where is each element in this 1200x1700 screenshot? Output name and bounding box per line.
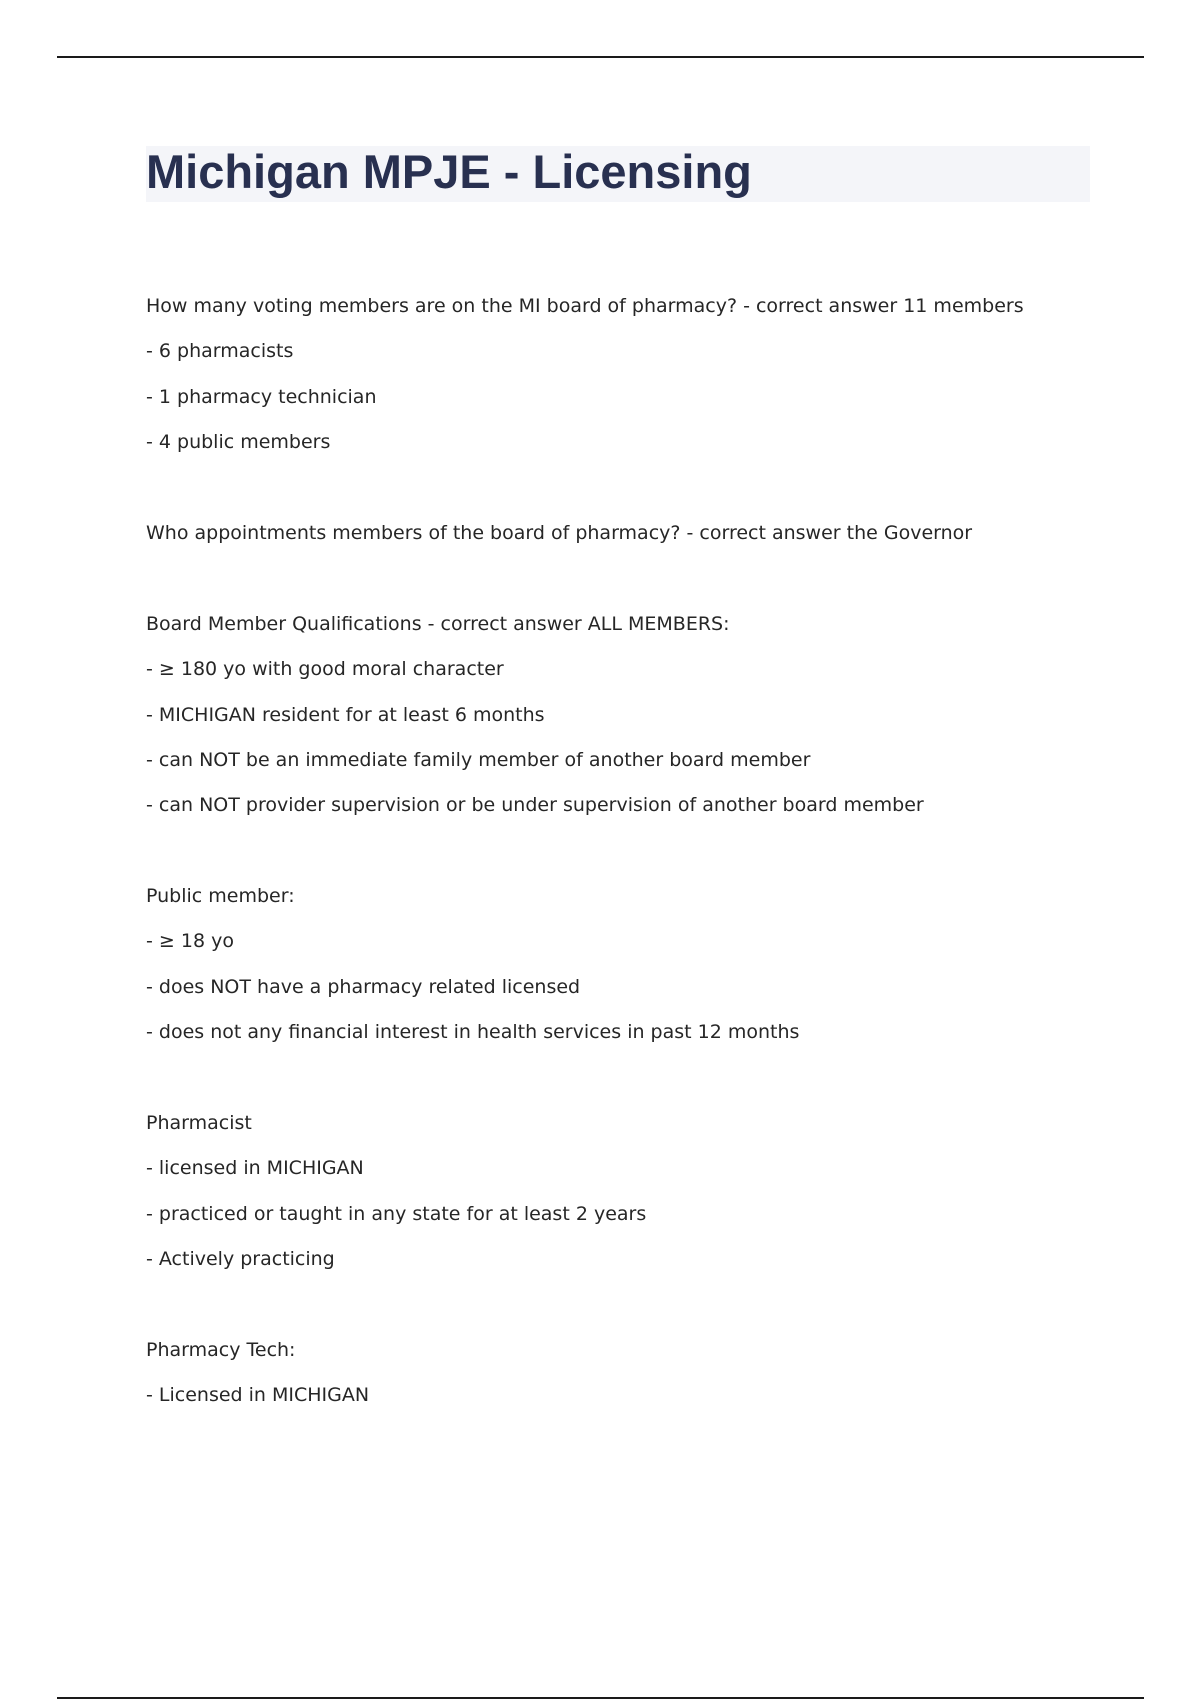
answer-line: - Licensed in MICHIGAN (146, 1384, 370, 1407)
answer-line: - 1 pharmacy technician (146, 385, 377, 408)
answer-line: - does not any financial interest in health services in past 12 months (146, 1021, 800, 1044)
answer-line: - 4 public members (146, 431, 331, 454)
bottom-divider (57, 1697, 1144, 1699)
document-body (146, 290, 1106, 1425)
answer-line: - 6 pharmacists (146, 340, 294, 363)
block-spacer (146, 1289, 1106, 1334)
section-heading-line: Pharmacist (146, 1112, 252, 1135)
answer-line: - Actively practicing (146, 1248, 335, 1271)
answer-line: - can NOT be an immediate family member of another board member (146, 748, 811, 771)
answer-line: - licensed in MICHIGAN (146, 1157, 364, 1180)
question-line: Board Member Qualifications - correct answer ALL MEMBERS: (146, 612, 730, 635)
answer-line: - ≥ 18 yo (146, 930, 234, 953)
section-heading-line: Public member: (146, 885, 295, 908)
answer-line: - can NOT provider supervision or be under supervision of another board member (146, 794, 924, 817)
block-spacer (146, 562, 1106, 607)
section-heading-line: Pharmacy Tech: (146, 1338, 296, 1361)
block-spacer (146, 472, 1106, 517)
question-line: How many voting members are on the MI board of pharmacy? - correct answer 11 members (146, 295, 1024, 317)
answer-line: - MICHIGAN resident for at least 6 months (146, 703, 545, 726)
answer-line: - practiced or taught in any state for at least 2 years (146, 1202, 647, 1225)
question-line: Who appointments members of the board of pharmacy? - correct answer the Governor (146, 521, 973, 544)
answer-line: - ≥ 180 yo with good moral character (146, 658, 504, 681)
block-spacer (146, 1062, 1106, 1107)
block-spacer (146, 835, 1106, 880)
page-title: Michigan MPJE - Licensing (146, 145, 752, 198)
answer-line: - does NOT have a pharmacy related licensed (146, 975, 581, 998)
top-divider (57, 56, 1144, 58)
